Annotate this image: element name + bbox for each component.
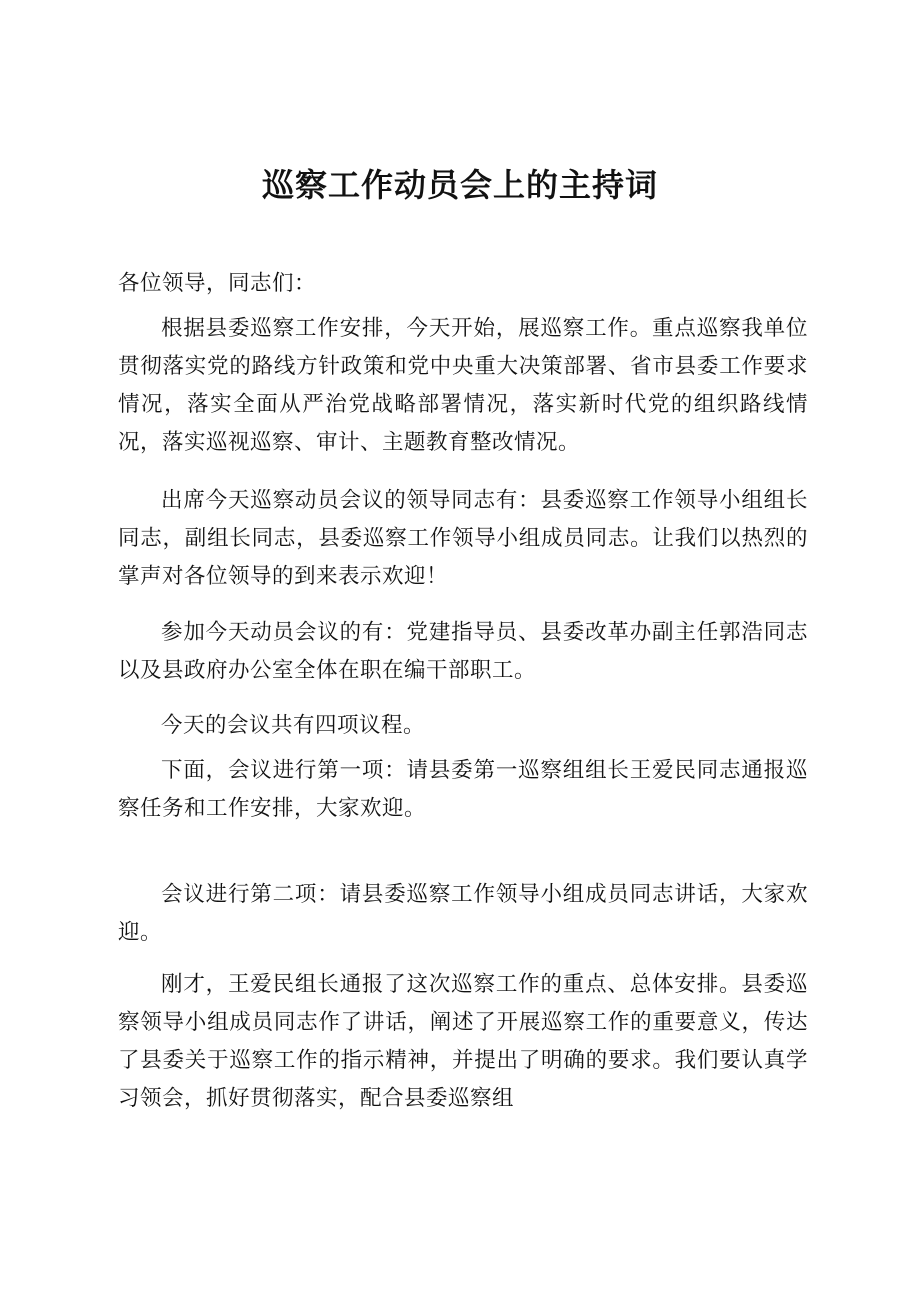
paragraph-2 — [118, 482, 808, 596]
paragraph-6 — [118, 876, 808, 952]
paragraph-7 — [118, 966, 808, 1118]
salutation: 各位领导，同志们： — [118, 271, 317, 296]
document-title: 巡察工作动员会上的主持词 — [261, 166, 658, 204]
paragraph-3 — [118, 614, 808, 690]
document-body — [118, 265, 808, 303]
paragraph-text: 今天的会议共有四项议程。 — [161, 713, 426, 738]
paragraph-text: 下面，会议进行第一项：请县委第一巡察组组长王爱民同志通报巡察任务和工作安排，大家欢迎。 — [118, 758, 808, 821]
paragraph-1 — [118, 310, 808, 462]
paragraph-text: 刚才，王爱民组长通报了这次巡察工作的重点、总体安排。县委巡察领导小组成员同志作了讲话，阐述了开展巡察工作的重要意义，传达了县委关于巡察工作的指示精神，并提出了明确的要求。我们要认真学习领会，抓好贯彻落实，配合县委巡察组 — [118, 972, 808, 1111]
paragraph-text: 参加今天动员会议的有：党建指导员、县委改革办副主任郭浩同志以及县政府办公室全体在职在编干部职工。 — [118, 620, 808, 683]
paragraph-5 — [118, 752, 808, 828]
paragraph-text: 会议进行第二项：请县委巡察工作领导小组成员同志讲话，大家欢迎。 — [118, 882, 808, 945]
paragraph-text: 根据县委巡察工作安排，今天开始，展巡察工作。重点巡察我单位贯彻落实党的路线方针政策和党中央重大决策部署、省市县委工作要求情况，落实全面从严治党战略部署情况，落实新时代党的组织路线情况，落实巡视巡察、审计、主题教育整改情况。 — [118, 316, 808, 455]
paragraph-text: 出席今天巡察动员会议的领导同志有：县委巡察工作领导小组组长同志，副组长同志，县委巡察工作领导小组成员同志。让我们以热烈的掌声对各位领导的到来表示欢迎！ — [118, 488, 808, 589]
paragraph-4 — [118, 707, 808, 745]
